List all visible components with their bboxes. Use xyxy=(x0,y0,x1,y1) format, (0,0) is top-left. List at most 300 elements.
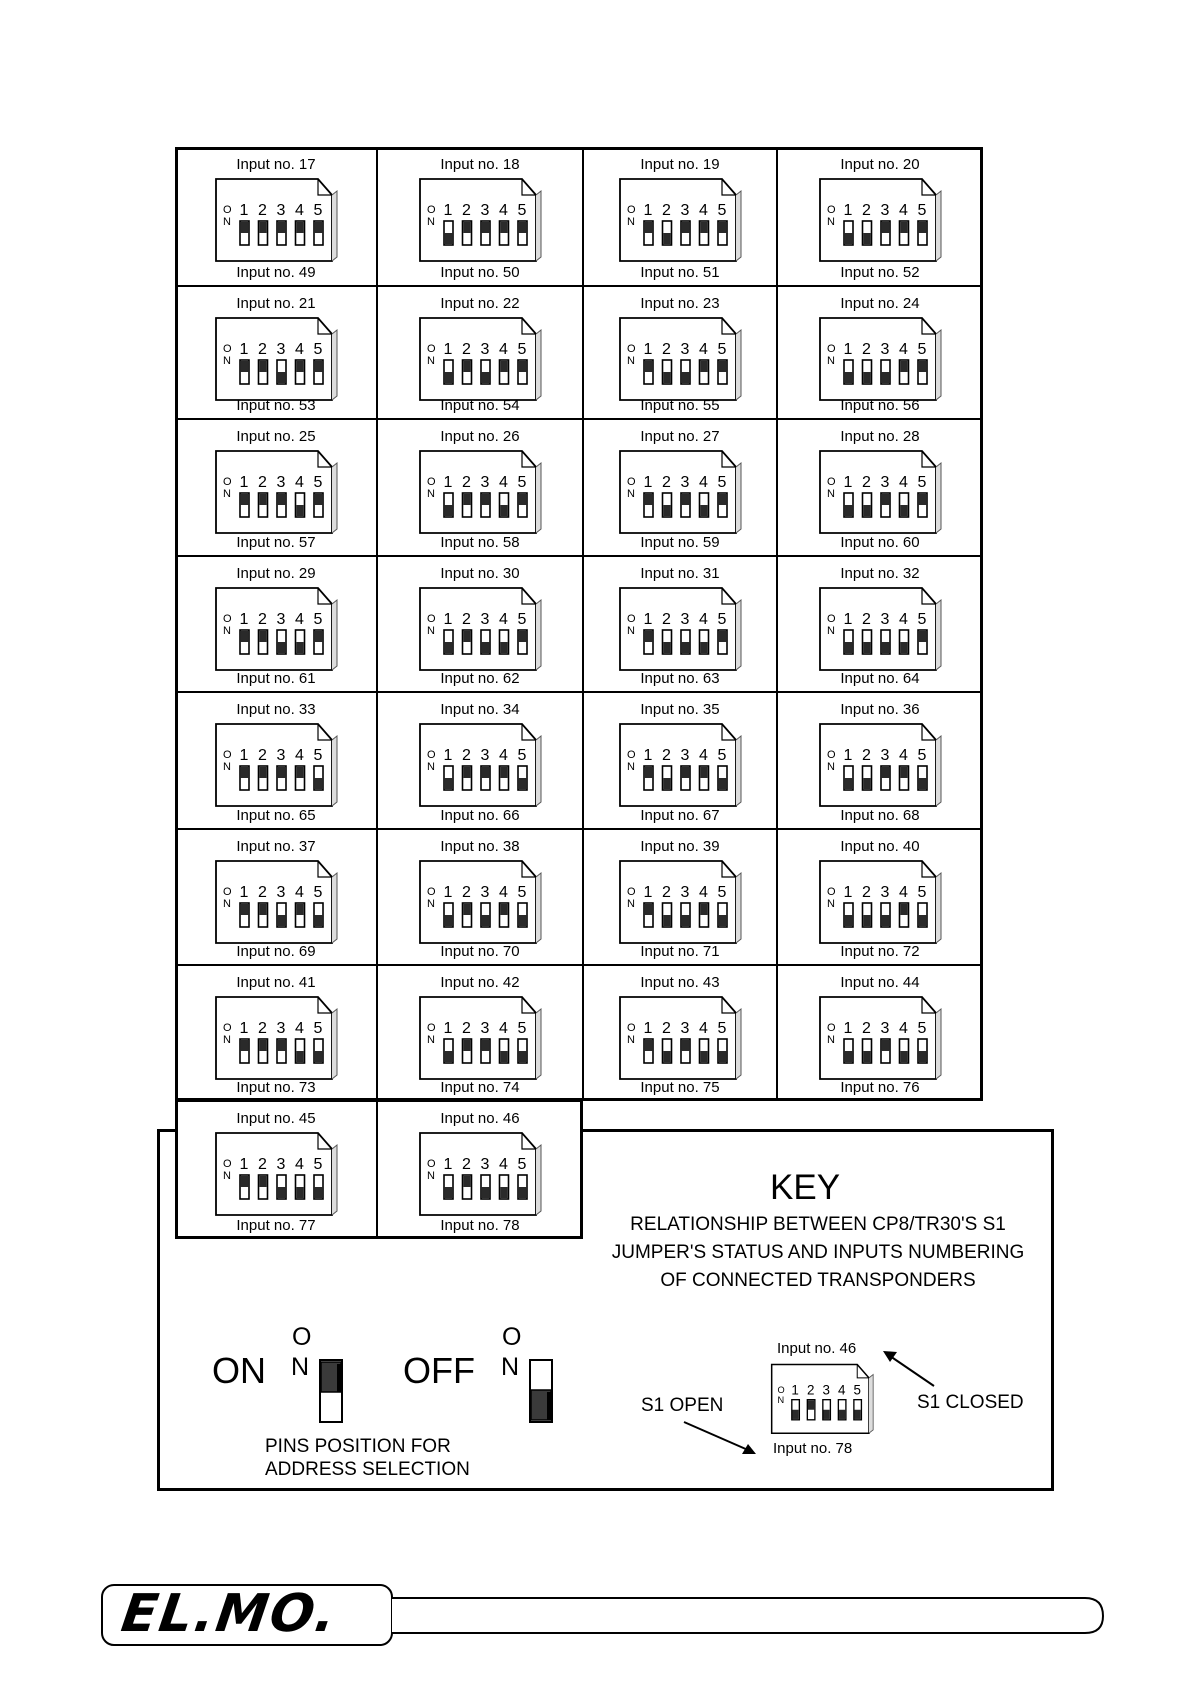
dip-switch-icon xyxy=(818,447,942,535)
cell-bottom-input-label: Input no. 55 xyxy=(640,397,720,414)
dip-pin-number: 5 xyxy=(517,884,527,901)
cell-dip-switch xyxy=(418,993,542,1081)
cell-top-input-label: Input no. 31 xyxy=(640,565,720,582)
dip-pin-number: 2 xyxy=(862,341,871,358)
dip-switch-knob-on xyxy=(241,494,248,505)
dip-on-letter-o: O xyxy=(627,476,636,488)
dip-body xyxy=(620,179,736,261)
dip-on-letter-n: N xyxy=(827,488,835,500)
dip-body xyxy=(820,861,936,943)
cell-dip-switch xyxy=(418,1129,542,1217)
dip-switch-knob-on xyxy=(700,767,707,778)
dip-on-letter-n: N xyxy=(223,355,231,367)
dip-pin-number: 4 xyxy=(499,474,508,491)
dip-pin-number: 1 xyxy=(239,341,249,358)
dip-switch-icon xyxy=(818,993,942,1081)
dip-edge xyxy=(332,600,337,670)
dip-switch-knob-on xyxy=(719,631,726,642)
cell-bottom-input-label: Input no. 51 xyxy=(640,264,720,281)
dip-pin-number: 1 xyxy=(443,884,453,901)
dip-switch-knob-on xyxy=(500,361,507,372)
dip-pin-number: 5 xyxy=(717,474,727,491)
dip-pin-number: 1 xyxy=(443,341,453,358)
dip-pin-number: 4 xyxy=(295,611,304,628)
dip-pin-number: 1 xyxy=(843,202,853,219)
cell-bottom-input-label: Input no. 64 xyxy=(840,670,920,687)
dip-edge xyxy=(332,191,337,261)
dip-switch-knob-off xyxy=(900,642,907,653)
cell-top-input-label: Input no. 39 xyxy=(640,838,720,855)
dip-pin-number: 2 xyxy=(258,474,267,491)
on-legend-letter-n: N xyxy=(291,1353,310,1381)
cell-dip-switch xyxy=(618,857,742,945)
dip-pin-number: 2 xyxy=(462,474,471,491)
dip-body xyxy=(420,451,536,533)
dip-pin-number: 5 xyxy=(313,611,323,628)
dip-on-letter-n: N xyxy=(827,1034,835,1046)
dip-switch-knob-off xyxy=(519,778,526,789)
dip-switch-knob-off xyxy=(500,642,507,653)
dip-on-letter-n: N xyxy=(223,216,231,228)
dip-body xyxy=(620,451,736,533)
dip-switch-knob-on xyxy=(500,767,507,778)
cell-top-input-label: Input no. 34 xyxy=(440,701,520,718)
dip-switch-knob-off xyxy=(682,915,689,926)
dip-pin-number: 3 xyxy=(276,1156,286,1173)
key-description-line1: RELATIONSHIP BETWEEN CP8/TR30'S S1 xyxy=(630,1214,1006,1235)
dip-switch-knob-off xyxy=(863,233,870,244)
cell-top-input-label: Input no. 46 xyxy=(440,1110,520,1127)
cell-top-input-label: Input no. 36 xyxy=(840,701,920,718)
dip-pin-number: 3 xyxy=(680,474,690,491)
dip-on-letter-n: N xyxy=(223,761,231,773)
dip-body xyxy=(216,1133,332,1215)
dip-edge xyxy=(736,600,741,670)
dip-body xyxy=(620,724,736,806)
dip-on-letter-o: O xyxy=(223,343,232,355)
dip-body xyxy=(216,588,332,670)
dip-body xyxy=(420,1133,536,1215)
dip-pin-number: 2 xyxy=(258,1156,267,1173)
dip-switch-knob-off xyxy=(919,778,926,789)
dip-pin-number: 4 xyxy=(699,747,708,764)
dip-pin-number: 1 xyxy=(443,474,453,491)
on-switch-icon xyxy=(316,1358,348,1426)
dip-switch-cell xyxy=(776,418,982,555)
dip-switch-icon xyxy=(818,857,942,945)
cell-dip-switch xyxy=(818,993,942,1081)
dip-pin-number: 1 xyxy=(643,202,653,219)
dip-switch-icon xyxy=(818,175,942,263)
cell-top-input-label: Input no. 33 xyxy=(236,701,316,718)
dip-switch-knob-on xyxy=(919,631,926,642)
dip-pin-number: 4 xyxy=(899,341,908,358)
dip-switch-knob-on xyxy=(700,904,707,915)
dip-switch-knob-off xyxy=(482,1187,489,1198)
dip-switch-knob-off xyxy=(278,372,285,383)
dip-edge xyxy=(332,1145,337,1215)
cell-bottom-input-label: Input no. 67 xyxy=(640,807,720,824)
dip-switch-knob-off xyxy=(445,1051,452,1062)
dip-switch-cell xyxy=(776,555,982,691)
dip-on-letter-n: N xyxy=(627,898,635,910)
dip-on-letter-n: N xyxy=(627,216,635,228)
dip-pin-number: 5 xyxy=(917,341,927,358)
dip-on-letter-n: N xyxy=(777,1395,785,1406)
cell-dip-switch xyxy=(418,447,542,535)
dip-pin-number: 1 xyxy=(239,611,249,628)
dip-switch-knob-off xyxy=(519,1187,526,1198)
dip-pin-number: 2 xyxy=(862,884,871,901)
cell-dip-switch xyxy=(618,720,742,808)
elmo-logo: EL.MO. xyxy=(117,1584,342,1644)
dip-pin-number: 4 xyxy=(499,202,508,219)
dip-pin-number: 1 xyxy=(239,884,249,901)
dip-pin-number: 3 xyxy=(480,611,490,628)
dip-switch-knob-on xyxy=(645,767,652,778)
dip-on-letter-o: O xyxy=(827,204,836,216)
dip-pin-number: 4 xyxy=(499,1020,508,1037)
cell-bottom-input-label: Input no. 57 xyxy=(236,534,316,551)
dip-switch-knob-off xyxy=(278,1187,285,1198)
cell-bottom-input-label: Input no. 66 xyxy=(440,807,520,824)
dip-pin-number: 4 xyxy=(899,611,908,628)
dip-on-letter-o: O xyxy=(223,749,232,761)
dip-pin-number: 3 xyxy=(880,202,890,219)
dip-switch-knob-off xyxy=(719,1051,726,1062)
dip-edge xyxy=(536,600,541,670)
dip-switch-icon xyxy=(818,584,942,672)
dip-on-letter-o: O xyxy=(777,1384,785,1395)
dip-body xyxy=(216,179,332,261)
dip-switch-knob-on xyxy=(645,631,652,642)
dip-on-letter-n: N xyxy=(827,898,835,910)
cell-bottom-input-label: Input no. 68 xyxy=(840,807,920,824)
cell-top-input-label: Input no. 42 xyxy=(440,974,520,991)
key-description-line3: OF CONNECTED TRANSPONDERS xyxy=(660,1270,976,1291)
dip-switch-knob-off xyxy=(500,1187,507,1198)
dip-body xyxy=(820,451,936,533)
dip-pin-number: 5 xyxy=(917,611,927,628)
dip-switch-icon xyxy=(618,720,742,808)
dip-body xyxy=(420,724,536,806)
dip-edge xyxy=(332,330,337,400)
dip-switch-knob-off xyxy=(700,505,707,516)
dip-pin-number: 3 xyxy=(276,202,286,219)
dip-switch-knob-off xyxy=(845,1051,852,1062)
dip-on-letter-o: O xyxy=(427,1022,436,1034)
dip-switch-knob-off xyxy=(315,1051,322,1062)
dip-body xyxy=(820,318,936,400)
dip-switch-cell xyxy=(176,691,376,828)
cell-top-input-label: Input no. 29 xyxy=(236,565,316,582)
dip-body xyxy=(216,724,332,806)
dip-switch-knob-off xyxy=(919,1051,926,1062)
dip-body xyxy=(216,318,332,400)
cell-dip-switch xyxy=(214,314,338,402)
dip-pin-number: 3 xyxy=(880,611,890,628)
dip-switch-knob-on xyxy=(482,1040,489,1051)
dip-pin-number: 3 xyxy=(276,341,286,358)
dip-pin-number: 5 xyxy=(917,884,927,901)
dip-pin-number: 4 xyxy=(699,341,708,358)
dip-edge xyxy=(936,191,941,261)
dip-pin-number: 1 xyxy=(443,611,453,628)
dip-switch-knob-on xyxy=(296,222,303,233)
dip-pin-number: 4 xyxy=(899,884,908,901)
dip-pin-number: 5 xyxy=(517,1156,527,1173)
cell-top-input-label: Input no. 17 xyxy=(236,156,316,173)
dip-on-letter-o: O xyxy=(223,886,232,898)
dip-switch-cell xyxy=(776,148,982,285)
dip-switch-knob-on xyxy=(463,1176,470,1187)
dip-on-letter-n: N xyxy=(427,625,435,637)
dip-switch-knob-off xyxy=(845,233,852,244)
dip-pin-number: 2 xyxy=(462,884,471,901)
dip-switch-knob-off xyxy=(882,372,889,383)
dip-switch-icon xyxy=(418,720,542,808)
dip-pin-number: 3 xyxy=(880,1020,890,1037)
dip-pin-number: 3 xyxy=(276,747,286,764)
cell-bottom-input-label: Input no. 60 xyxy=(840,534,920,551)
dip-switch-knob-on xyxy=(463,361,470,372)
dip-pin-number: 3 xyxy=(680,202,690,219)
dip-body xyxy=(620,318,736,400)
dip-switch-icon xyxy=(418,314,542,402)
dip-on-letter-o: O xyxy=(223,204,232,216)
dip-pin-number: 1 xyxy=(443,1020,453,1037)
dip-body xyxy=(216,997,332,1079)
dip-on-letter-o: O xyxy=(627,204,636,216)
dip-on-letter-o: O xyxy=(827,613,836,625)
dip-switch-knob-on xyxy=(259,1176,266,1187)
dip-pin-number: 4 xyxy=(699,1020,708,1037)
dip-edge xyxy=(536,873,541,943)
dip-edge xyxy=(736,736,741,806)
dip-pin-number: 1 xyxy=(443,1156,453,1173)
dip-on-letter-n: N xyxy=(427,1170,435,1182)
dip-switch-knob-off xyxy=(482,372,489,383)
dip-on-letter-o: O xyxy=(627,613,636,625)
dip-edge xyxy=(736,330,741,400)
dip-switch-knob-on xyxy=(241,361,248,372)
dip-switch-icon xyxy=(818,314,942,402)
key-title: KEY xyxy=(770,1168,841,1207)
dip-switch-cell xyxy=(582,555,776,691)
dip-on-letter-n: N xyxy=(223,1034,231,1046)
dip-switch-knob-on xyxy=(500,904,507,915)
dip-switch-knob-off xyxy=(296,1187,303,1198)
dip-pin-number: 3 xyxy=(480,1020,490,1037)
dip-pin-number: 4 xyxy=(499,747,508,764)
on-legend-label: ON xyxy=(212,1350,266,1391)
dip-switch-knob-off xyxy=(445,778,452,789)
dip-pin-number: 2 xyxy=(462,747,471,764)
dip-switch-knob-on xyxy=(241,631,248,642)
dip-switch-knob-on xyxy=(259,222,266,233)
cell-top-input-label: Input no. 40 xyxy=(840,838,920,855)
dip-pin-number: 5 xyxy=(313,747,323,764)
dip-body xyxy=(216,861,332,943)
dip-switch-knob-off xyxy=(296,1051,303,1062)
dip-pin-number: 4 xyxy=(499,884,508,901)
dip-switch-cell xyxy=(376,691,582,828)
dip-pin-number: 5 xyxy=(717,884,727,901)
cell-dip-switch xyxy=(618,993,742,1081)
dip-switch-knob-off xyxy=(278,642,285,653)
dip-pin-number: 3 xyxy=(822,1382,830,1398)
dip-pin-number: 2 xyxy=(662,884,671,901)
dip-switch-knob-off xyxy=(839,1410,845,1419)
dip-pin-number: 5 xyxy=(717,202,727,219)
dip-body xyxy=(620,588,736,670)
dip-on-letter-o: O xyxy=(223,1022,232,1034)
dip-on-letter-o: O xyxy=(627,343,636,355)
dip-pin-number: 3 xyxy=(880,747,890,764)
dip-on-letter-o: O xyxy=(627,1022,636,1034)
cell-dip-switch xyxy=(214,447,338,535)
dip-pin-number: 4 xyxy=(699,884,708,901)
dip-pin-number: 3 xyxy=(880,474,890,491)
dip-switch-knob-off xyxy=(315,915,322,926)
on-legend-letter-o: O xyxy=(292,1323,312,1351)
dip-switch-knob-off xyxy=(863,642,870,653)
dip-on-letter-n: N xyxy=(627,761,635,773)
dip-switch-cell xyxy=(176,964,376,1100)
dip-edge xyxy=(936,330,941,400)
dip-pin-number: 2 xyxy=(258,202,267,219)
dip-pin-number: 5 xyxy=(917,1020,927,1037)
off-legend-letter-o: O xyxy=(502,1323,522,1351)
s1-closed-label: S1 CLOSED xyxy=(917,1392,1024,1413)
dip-pin-number: 2 xyxy=(462,341,471,358)
dip-pin-number: 5 xyxy=(917,474,927,491)
dip-switch-knob-on xyxy=(463,494,470,505)
dip-switch-knob-off xyxy=(663,778,670,789)
dip-edge xyxy=(936,463,941,533)
dip-edge xyxy=(332,736,337,806)
dip-pin-number: 3 xyxy=(480,1156,490,1173)
dip-body xyxy=(420,318,536,400)
example-bottom-label: Input no. 78 xyxy=(773,1440,853,1457)
dip-on-letter-o: O xyxy=(827,1022,836,1034)
cell-dip-switch xyxy=(618,314,742,402)
dip-switch-icon xyxy=(214,857,338,945)
dip-switch-knob-off xyxy=(863,1051,870,1062)
dip-switch-knob-on xyxy=(259,631,266,642)
dip-pin-number: 2 xyxy=(462,1156,471,1173)
dip-pin-number: 2 xyxy=(862,474,871,491)
dip-switch-knob-on xyxy=(900,361,907,372)
dip-switch-knob-on xyxy=(645,1040,652,1051)
dip-switch-knob-on xyxy=(259,904,266,915)
dip-body xyxy=(820,997,936,1079)
pins-caption-line2: ADDRESS SELECTION xyxy=(265,1459,470,1480)
dip-pin-number: 3 xyxy=(680,884,690,901)
dip-pin-number: 4 xyxy=(699,611,708,628)
dip-switch-cell xyxy=(582,828,776,964)
dip-on-letter-n: N xyxy=(427,488,435,500)
dip-pin-number: 1 xyxy=(643,474,653,491)
dip-edge xyxy=(536,1009,541,1079)
dip-switch-icon xyxy=(214,720,338,808)
dip-on-letter-n: N xyxy=(627,1034,635,1046)
dip-on-letter-n: N xyxy=(223,898,231,910)
s1-open-arrow xyxy=(680,1418,760,1458)
dip-switch-cell xyxy=(376,418,582,555)
dip-switch-cell xyxy=(776,691,982,828)
dip-switch-knob-on xyxy=(259,494,266,505)
dip-switch-knob-off xyxy=(845,505,852,516)
dip-switch-knob-off xyxy=(882,915,889,926)
cell-bottom-input-label: Input no. 59 xyxy=(640,534,720,551)
dip-switch-knob-on xyxy=(463,767,470,778)
dip-pin-number: 1 xyxy=(643,1020,653,1037)
dip-pin-number: 4 xyxy=(899,1020,908,1037)
dip-switch-icon xyxy=(618,447,742,535)
cell-dip-switch xyxy=(818,584,942,672)
dip-switch-knob-off xyxy=(855,1410,861,1419)
off-switch-icon xyxy=(526,1358,558,1426)
dip-pin-number: 4 xyxy=(295,747,304,764)
dip-switch-icon xyxy=(618,993,742,1081)
dip-edge xyxy=(332,873,337,943)
cell-top-input-label: Input no. 37 xyxy=(236,838,316,855)
dip-pin-number: 4 xyxy=(899,474,908,491)
dip-switch-knob-on xyxy=(719,361,726,372)
cell-bottom-input-label: Input no. 74 xyxy=(440,1079,520,1096)
cell-bottom-input-label: Input no. 75 xyxy=(640,1079,720,1096)
dip-switch-icon xyxy=(214,314,338,402)
dip-pin-number: 1 xyxy=(643,884,653,901)
dip-switch-knob-off xyxy=(719,778,726,789)
dip-switch-knob-off xyxy=(445,1187,452,1198)
cell-dip-switch xyxy=(618,584,742,672)
off-legend-letter-n: N xyxy=(501,1353,520,1381)
dip-switch-knob-on xyxy=(482,767,489,778)
dip-switch-knob-off xyxy=(663,233,670,244)
dip-pin-number: 4 xyxy=(699,202,708,219)
dip-pin-number: 2 xyxy=(462,611,471,628)
dip-switch-icon xyxy=(214,175,338,263)
dip-pin-number: 3 xyxy=(276,474,286,491)
dip-pin-number: 4 xyxy=(295,884,304,901)
pins-position-caption xyxy=(265,1435,470,1481)
dip-switch-knob-on xyxy=(919,222,926,233)
dip-pin-number: 4 xyxy=(499,341,508,358)
dip-pin-number: 3 xyxy=(880,341,890,358)
dip-on-letter-o: O xyxy=(427,886,436,898)
dip-switch-knob-on xyxy=(900,767,907,778)
dip-on-letter-n: N xyxy=(223,488,231,500)
dip-pin-number: 1 xyxy=(643,747,653,764)
dip-on-letter-o: O xyxy=(827,343,836,355)
dip-edge xyxy=(536,191,541,261)
dip-edge xyxy=(736,463,741,533)
dip-switch-knob-on xyxy=(519,361,526,372)
dip-switch-knob-on xyxy=(241,904,248,915)
dip-pin-number: 2 xyxy=(662,474,671,491)
dip-pin-number: 1 xyxy=(443,747,453,764)
dip-pin-number: 3 xyxy=(276,611,286,628)
dip-body xyxy=(620,861,736,943)
dip-switch-icon xyxy=(818,720,942,808)
dip-on-letter-n: N xyxy=(827,216,835,228)
dip-switch-knob-off xyxy=(719,915,726,926)
cell-bottom-input-label: Input no. 58 xyxy=(440,534,520,551)
cell-dip-switch xyxy=(418,720,542,808)
cell-dip-switch xyxy=(418,857,542,945)
